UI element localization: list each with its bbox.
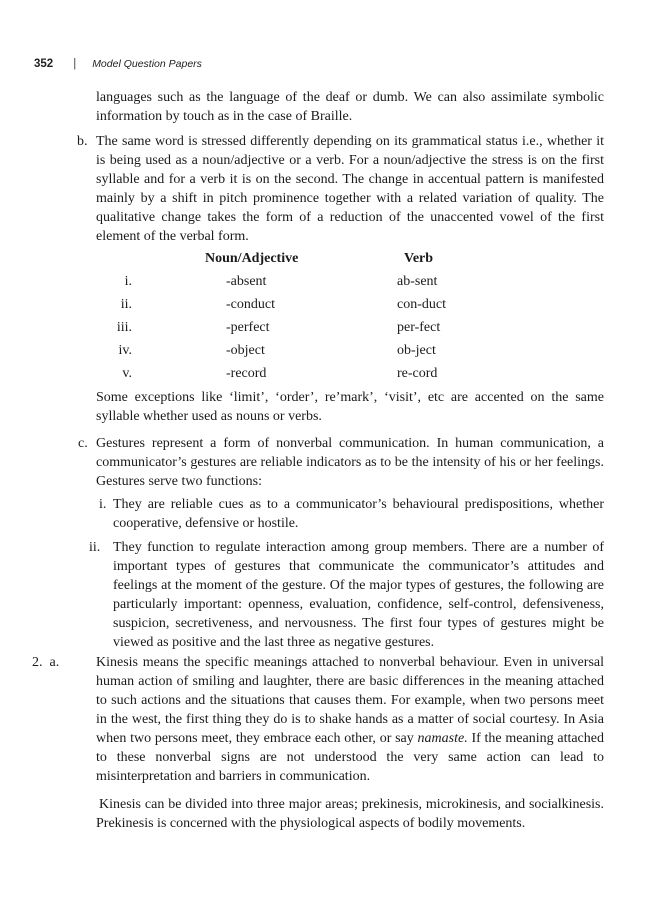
row-number: iv.: [118, 343, 132, 358]
page-body: [0, 88, 661, 833]
verb-header: Verb: [404, 251, 434, 266]
running-header: [34, 58, 202, 70]
item-b-label: b.: [77, 134, 88, 149]
item-2a-text-end: If the meaning attached to these nonverbal signs are not understood the very same action can lead to misinterpretation and barriers in communication.: [96, 731, 604, 784]
stress-table: [0, 249, 661, 387]
verb-form: per-fect: [397, 320, 441, 335]
item-c: [78, 434, 604, 491]
exceptions-paragraph: Some exceptions like ‘limit’, ‘order’, re’mark’, ‘visit’, etc are accented on the same syllable whether used as nouns or verbs.: [96, 390, 604, 424]
table-row: [0, 272, 661, 295]
intro-paragraph: languages such as the language of the deaf or dumb. We can also assimilate symbolic information by touch as in the case of Braille.: [96, 90, 604, 124]
item-b-text: The same word is stressed differently depending on its grammatical status i.e., whether it is being used as a noun/adjective or a verb. For a noun/adjective the stress is on the first syllable and for a verb it is on the second. The change in accentual pattern is manifested mainly by a shift in pitch prominence together with a related variation of quality. The qualitative change takes the form of a reduction of the unaccented vowel of the first element of the verbal form.: [96, 134, 604, 244]
item-2a: [32, 653, 604, 786]
table-row: [0, 295, 661, 318]
book-title: Model Question Papers: [92, 58, 202, 70]
verb-form: ob-ject: [397, 343, 436, 358]
table-header-row: [0, 249, 661, 272]
noun-header: Noun/Adjective: [205, 251, 299, 266]
row-number: ii.: [120, 297, 132, 312]
noun-form: -conduct: [226, 297, 275, 312]
table-row: [0, 341, 661, 364]
row-number: iii.: [116, 320, 132, 335]
item-2a-text: Kinesis means the specific meanings attached to nonverbal behaviour. Even in universal human action of smiling and laughter, there are basic differences in the meaning attached to such actions and the situations that causes them. For example, when two persons meet in the west, the first thing they do is to shake hands as a matter of social courtesy. In Asia when two persons meet, they embrace each other, or say: [96, 655, 604, 746]
item-c-ii: [89, 538, 604, 652]
item-c-i: [99, 495, 604, 533]
verb-form: con-duct: [397, 297, 446, 312]
item-c-label: c.: [78, 436, 88, 451]
row-number: v.: [122, 366, 132, 381]
row-number: i.: [124, 274, 132, 289]
header-separator: |: [73, 58, 77, 70]
page-number: 352: [34, 58, 54, 70]
table-row: [0, 364, 661, 387]
verb-form: ab-sent: [397, 274, 438, 289]
item-2a-italic: namaste.: [417, 731, 468, 746]
table-row: [0, 318, 661, 341]
item-2a-label: 2. a.: [32, 655, 60, 670]
noun-form: -object: [226, 343, 265, 358]
kinesis-paragraph: Kinesis can be divided into three major areas; prekinesis, microkinesis, and socialkinesis. Prekinesis is concerned with the physiological aspects of bodily movements.: [96, 797, 604, 831]
noun-form: -perfect: [226, 320, 270, 335]
item-c-i-label: i.: [99, 497, 107, 512]
noun-form: -absent: [226, 274, 267, 289]
item-c-i-text: They are reliable cues as to a communicator’s behavioural predispositions, whether cooperative, defensive or hostile.: [113, 497, 604, 531]
item-c-ii-text: They function to regulate interaction among group members. There are a number of important types of gestures that communicate the communicator’s attitudes and feelings at the moment of the gesture. Of the major types of gestures, the following are particularly important: openness, evaluation, confidence, self-control, defensiveness, suspicion, secretiveness, and nervousness. The first four types of gestures might be viewed as positive and the last three as negative gestures.: [113, 540, 604, 650]
item-c-ii-label: ii.: [89, 540, 101, 555]
item-c-text: Gestures represent a form of nonverbal communication. In human communication, a communicator’s gestures are reliable indicators as to be the intensity of his or her feelings. Gestures serve two functions:: [96, 436, 604, 489]
item-b: [77, 132, 604, 246]
verb-form: re-cord: [397, 366, 438, 381]
noun-form: -record: [226, 366, 267, 381]
